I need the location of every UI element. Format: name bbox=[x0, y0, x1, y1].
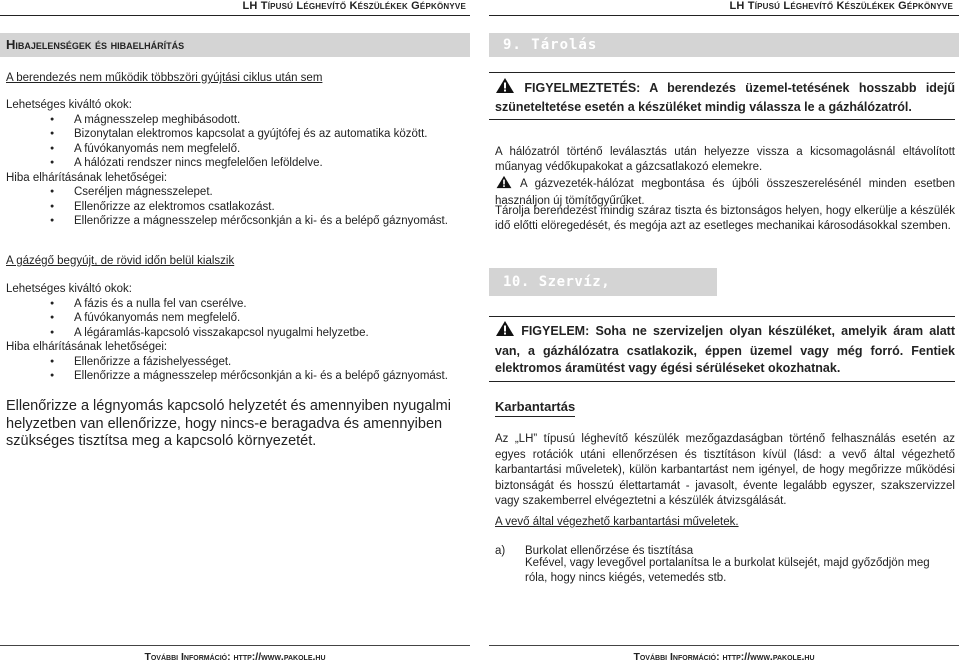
storage-para2-text: A gázvezeték-hálózat megbontása és újbóli összeszerelésénél minden esetben használjon új tömítőgyűrűket. bbox=[495, 178, 956, 207]
warning-icon bbox=[495, 175, 513, 194]
storage-warning bbox=[489, 72, 955, 120]
section-title-storage: 9. Tárolás bbox=[489, 33, 959, 57]
user-operations-title: A vevő által végezhető karbantartási műveletek. bbox=[495, 516, 739, 528]
maintenance-title: Karbantartás bbox=[495, 399, 575, 417]
issue2-title: A gázégő begyújt, de rövid időn belül kialszik bbox=[6, 255, 235, 267]
footer-rule bbox=[0, 645, 470, 646]
issue2-fixes-label: Hiba elhárításának lehetőségei: bbox=[6, 341, 168, 353]
left-page bbox=[0, 0, 470, 672]
issue2-causes-label: Lehetséges kiváltó okok: bbox=[6, 283, 132, 295]
header-rule bbox=[489, 15, 959, 16]
list-item: ● Ellenőrizze a fázishelyességet. bbox=[6, 355, 466, 370]
storage-para3: Tárolja berendezést mindig száraz tiszta és biztonságos helyen, hogy elkerülje a készülék idő előtti elöregedését, és megója azt az esetleges mechanikai károsodásokkal szemben. bbox=[495, 205, 955, 232]
warning-icon bbox=[495, 320, 515, 343]
list-item: ● Cseréljen mágnesszelepet. bbox=[6, 185, 466, 200]
page-header: LH Típusú Léghevítő Készülékek Gépkönyve bbox=[242, 0, 466, 12]
issue1-fixes-label: Hiba elhárításának lehetőségei: bbox=[6, 171, 168, 184]
issue2-fixes-list bbox=[6, 355, 466, 384]
issue1-fixes-list bbox=[6, 185, 466, 229]
list-item: ● Ellenőrizze a mágnesszelep mérőcsonkján a ki- és a belépő gáznyomást. bbox=[6, 214, 466, 229]
issue1-causes-list bbox=[6, 113, 466, 171]
page-footer: További Információ: http://www.pakole.hu bbox=[633, 651, 815, 663]
list-item: ● A fázis és a nulla fel van cserélve. bbox=[6, 297, 466, 312]
list-item: ● A hálózati rendszer nincs megfelelően leföldelve. bbox=[6, 156, 466, 171]
service-warning bbox=[489, 316, 955, 382]
right-page bbox=[489, 0, 959, 672]
storage-para1: A hálózatról történő leválasztás után helyezze vissza a kicsomagolásnál eltávolított műanyag védőkupakokat a gázcsatlakozó elemekre. bbox=[495, 146, 955, 173]
list-item: ● Ellenőrizze az elektromos csatlakozást. bbox=[6, 200, 466, 215]
issue2-note: Ellenőrizze a légnyomás kapcsoló helyzetét és amennyiben nyugalmi helyzetben van ellenőrizze, hogy nincs-e beragadva és amennyiben szükséges tisztítsa meg a kapcsoló környezetét. bbox=[6, 398, 451, 449]
issue1-causes-label: Lehetséges kiváltó okok: bbox=[6, 99, 132, 111]
page-header: LH Típusú Léghevítő Készülékek Gépkönyve bbox=[729, 0, 953, 12]
list-item: ● A mágnesszelep meghibásodott. bbox=[6, 113, 466, 128]
list-item: ● A légáramlás-kapcsoló visszakapcsol nyugalmi helyzetbe. bbox=[6, 326, 466, 341]
item-a-text: Kefével, vagy levegővel portalanítsa le a burkolat külsejét, majd győződjön meg róla, hogy nincs kiégés, vetemedés stb. bbox=[525, 557, 930, 584]
storage-warning-text: FIGYELMEZTETÉS: A berendezés üzemel-tetésének hosszabb idejű szüneteltetése esetén a készüléket mindig válassza le a gázhálózatról. bbox=[495, 81, 955, 114]
section-title-troubleshooting: Hibajelenségek és hibaelhárítás bbox=[0, 33, 470, 57]
list-item: ● Bizonytalan elektromos kapcsolat a gyújtófej és az automatika között. bbox=[6, 127, 466, 142]
list-item: ● Ellenőrizze a mágnesszelep mérőcsonkján a ki- és a belépő gáznyomást. bbox=[6, 369, 466, 384]
issue2-block bbox=[6, 282, 466, 384]
issue2-causes-list bbox=[6, 297, 466, 341]
list-item: ● A fúvókanyomás nem megfelelő. bbox=[6, 142, 466, 157]
item-a-title: Burkolat ellenőrzése és tisztítása bbox=[525, 545, 694, 557]
footer-rule bbox=[489, 645, 959, 646]
issue1-title: A berendezés nem működik többszöri gyújtási ciklus után sem bbox=[6, 72, 323, 84]
header-rule bbox=[0, 15, 470, 16]
item-a-label: a) bbox=[495, 545, 506, 557]
list-item: ● A fúvókanyomás nem megfelelő. bbox=[6, 311, 466, 326]
service-warning-text: FIGYELEM: Soha ne szervizeljen olyan készüléket, amelyik áram alatt van, a gázhálózatra csatlakozik, éppen üzemel vagy még forró. Fentiek elektromos áramütést vagy égési sérüléseket okozhatnak. bbox=[495, 324, 955, 375]
warning-icon bbox=[495, 77, 515, 99]
section-title-service: 10. Szervíz, Karbantartás bbox=[489, 268, 717, 296]
page-footer: További Információ: http://www.pakole.hu bbox=[144, 651, 326, 663]
issue1-block bbox=[6, 98, 466, 229]
maintenance-para: Az „LH” típusú léghevítő készülék mezőgazdaságban történő felhasználás esetén az egyes rotációk utáni ellenőrzésen és tisztításon kívül (lásd: a vevő által végezhető karbantartási műveletek), külön karbantartást nem igényel, de hogy megőrizze működési biztonságát és hosszú élettartamát - javasolt, évente legalább egyszer, szakszervizzel vagy szakemberrel elvégeztetni a készülék átvizsgálását. bbox=[495, 433, 955, 507]
